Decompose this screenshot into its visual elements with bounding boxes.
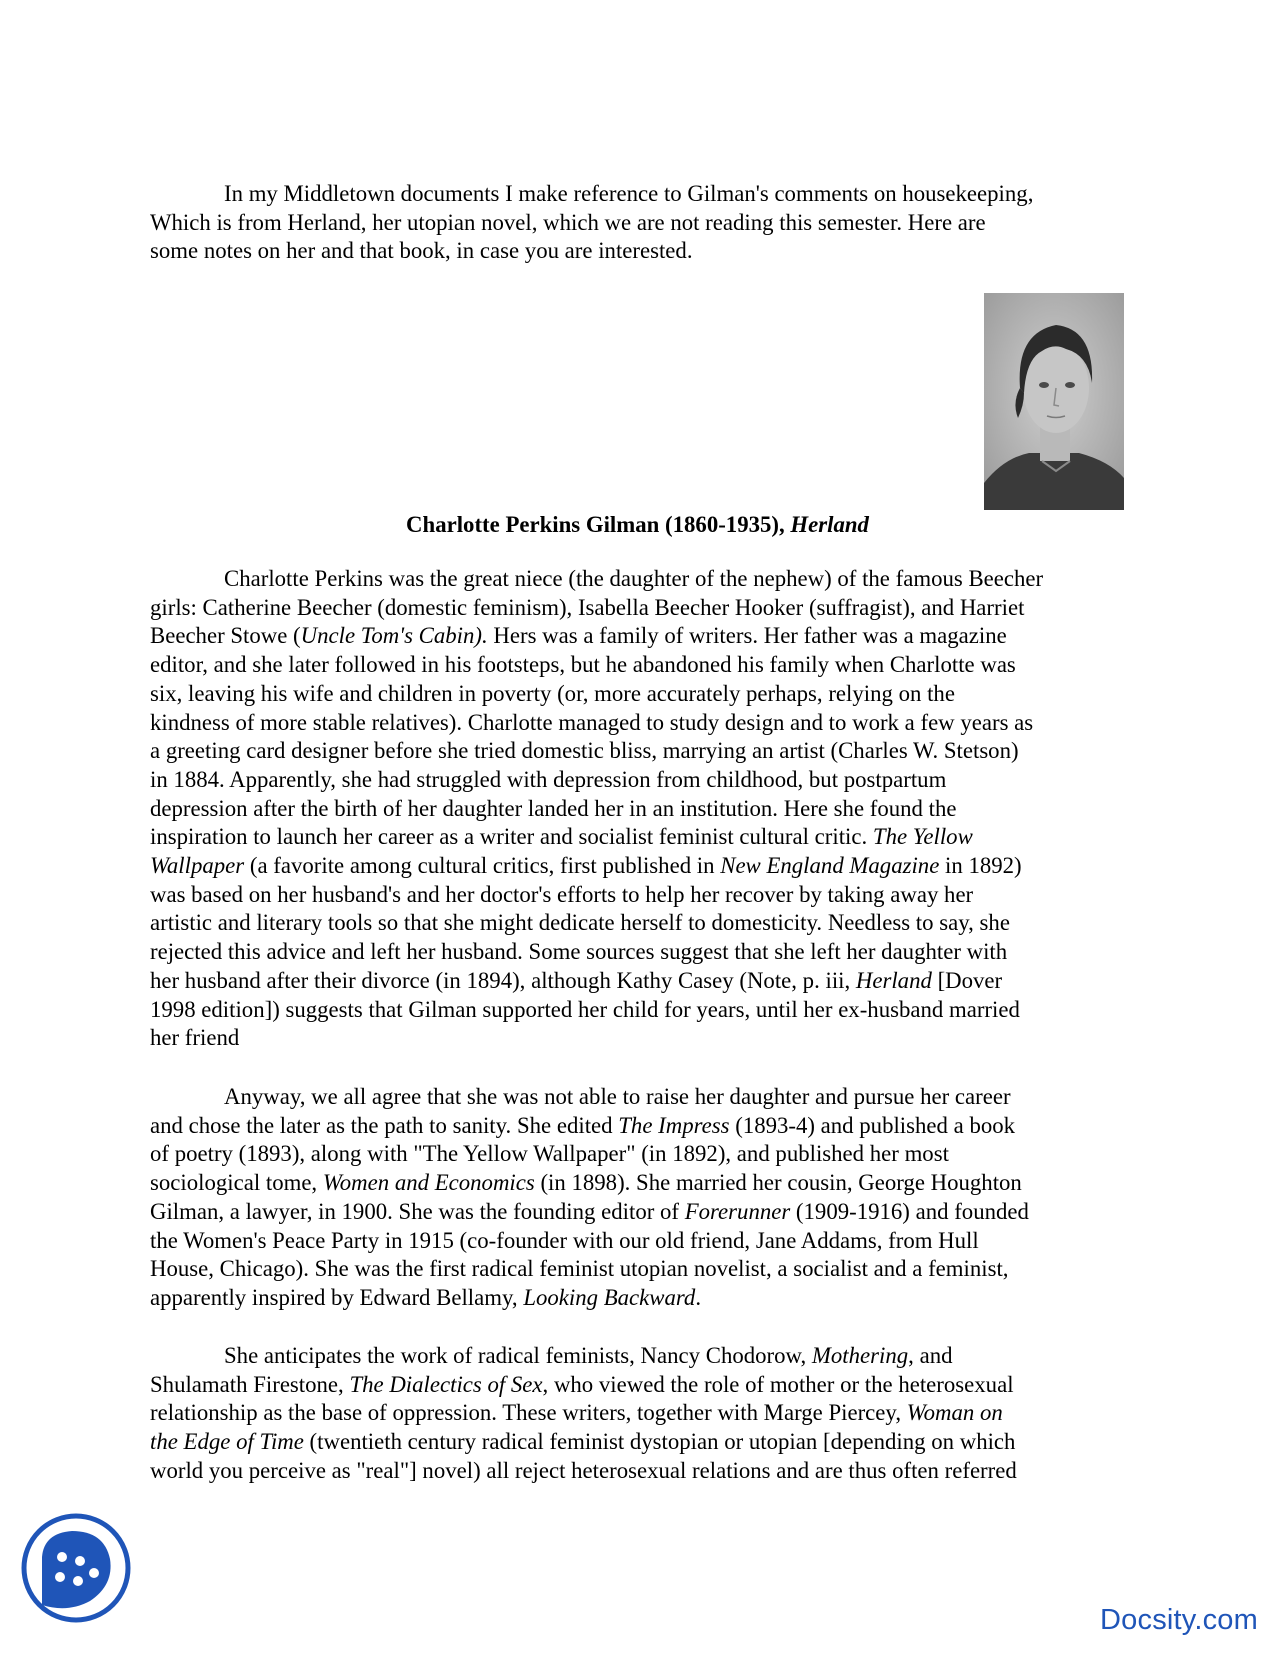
text-run: Gilman, a lawyer, in 1900. She was the founding editor of xyxy=(150,1198,685,1224)
paragraph-line: of poetry (1893), along with "The Yellow Wallpaper" (in 1892), and published her most xyxy=(150,1141,949,1167)
paragraph-line xyxy=(150,1284,1135,1313)
text-run: , who viewed the role of mother or the heterosexual xyxy=(542,1371,1014,1397)
paragraph-line: world you perceive as "real"] novel) all reject heterosexual relations and are thus often referred xyxy=(150,1457,1017,1483)
paragraph-line xyxy=(150,1371,1135,1400)
text-run: Hers was a family of writers. Her father was a magazine xyxy=(487,623,1007,649)
magazine-title: New England Magazine xyxy=(720,853,940,879)
biography-paragraph-1 xyxy=(150,565,1135,1053)
text-run: and chose the later as the path to sanity. She edited xyxy=(150,1112,619,1138)
paragraph-line xyxy=(150,1399,1135,1428)
paragraph-line: rejected this advice and left her husband. Some sources suggest that she left her daughter with xyxy=(150,939,1008,965)
section-heading xyxy=(150,511,1125,539)
portrait-photo xyxy=(984,293,1124,510)
text-run: Shulamath Firestone, xyxy=(150,1371,350,1397)
text-run: Beecher Stowe ( xyxy=(150,623,301,649)
text-run: . xyxy=(695,1284,702,1310)
book-title: Herland xyxy=(855,967,932,993)
text-run: [Dover xyxy=(931,967,1003,993)
book-title: Uncle Tom's Cabin). xyxy=(300,623,488,649)
book-title: Mothering xyxy=(811,1343,909,1368)
book-title: the Edge of Time xyxy=(150,1429,304,1455)
heading-title-italic: Herland xyxy=(790,512,869,537)
text-run: in 1892) xyxy=(939,853,1022,879)
intro-line: some notes on her and that book, in case you are interested. xyxy=(150,238,693,264)
paragraph-line: kindness of more stable relatives). Charlotte managed to study design and to work a few years as xyxy=(150,709,1034,735)
paragraph-line: House, Chicago). She was the first radical feminist utopian novelist, a socialist and a feminist, xyxy=(150,1256,1009,1282)
docsity-wordmark[interactable]: Docsity.com xyxy=(1100,1604,1258,1636)
book-title: Looking Backward xyxy=(523,1284,696,1310)
intro-line: In my Middletown documents I make reference to Gilman's comments on housekeeping, xyxy=(224,181,1034,206)
text-run: (1893-4) and published a book xyxy=(729,1112,1016,1138)
paragraph-line: depression after the birth of her daughter landed her in an institution. Here she found the xyxy=(150,795,957,821)
book-title: Forerunner xyxy=(684,1198,791,1224)
paragraph-line: in 1884. Apparently, she had struggled with depression from childhood, but postpartum xyxy=(150,766,947,792)
text-run: her husband after their divorce (in 1894), although Kathy Casey (Note, p. iii, xyxy=(150,967,856,993)
paragraph-line xyxy=(150,1342,1135,1371)
text-run: (a favorite among cultural critics, first published in xyxy=(244,853,721,879)
book-title: The Dialectics of Sex xyxy=(349,1371,543,1397)
intro-paragraph xyxy=(150,180,1135,266)
paragraph-line: was based on her husband's and her doctor's efforts to help her recover by taking away her xyxy=(150,881,974,907)
paragraph-line xyxy=(150,852,1135,881)
paragraph-line xyxy=(150,1198,1135,1227)
heading-title: Charlotte Perkins Gilman (1860-1935), xyxy=(406,512,791,537)
paragraph-line: artistic and literary tools so that she might dedicate herself to domesticity. Needless to say, she xyxy=(150,910,1010,936)
paragraph-line xyxy=(150,1169,1135,1198)
intro-line: Which is from Herland, her utopian novel, which we are not reading this semester. Here are xyxy=(150,209,986,235)
paragraph-line: a greeting card designer before she tried domestic bliss, marrying an artist (Charles W. Stetson) xyxy=(150,738,1019,764)
paragraph-line: 1998 edition]) suggests that Gilman supported her child for years, until her ex-husband married xyxy=(150,996,1020,1022)
text-run: relationship as the base of oppression. These writers, together with Marge Piercey, xyxy=(150,1400,907,1426)
book-title: The Impress xyxy=(618,1112,730,1138)
paragraph-line: editor, and she later followed in his footsteps, but he abandoned his family when Charlotte was xyxy=(150,652,1016,678)
book-title: The Yellow xyxy=(872,824,973,850)
paragraph-line: her friend xyxy=(150,1025,240,1051)
text-run: apparently inspired by Edward Bellamy, xyxy=(150,1284,524,1310)
paragraph-line: six, leaving his wife and children in poverty (or, more accurately perhaps, relying on the xyxy=(150,680,955,706)
paragraph-line xyxy=(150,823,1135,852)
paragraph-line xyxy=(150,967,1135,996)
paragraph-line xyxy=(150,622,1135,651)
text-run: inspiration to launch her career as a writer and socialist feminist cultural critic. xyxy=(150,824,873,850)
paragraph-line: Anyway, we all agree that she was not able to raise her daughter and pursue her career xyxy=(224,1084,1011,1109)
text-run: She anticipates the work of radical feminists, Nancy Chodorow, xyxy=(224,1343,812,1368)
paragraph-line xyxy=(150,1112,1135,1141)
text-run: sociological tome, xyxy=(150,1170,323,1196)
paragraph-line xyxy=(150,1428,1135,1457)
text-run: (1909-1916) and founded xyxy=(790,1198,1029,1224)
biography-paragraph-2 xyxy=(150,1083,1135,1313)
text-run: , and xyxy=(908,1343,953,1368)
paragraph-line: Charlotte Perkins was the great niece (the daughter of the nephew) of the famous Beecher xyxy=(224,566,1044,591)
book-title: Women and Economics xyxy=(322,1170,535,1196)
biography-paragraph-3 xyxy=(150,1342,1135,1486)
book-title: Wallpaper xyxy=(150,853,245,879)
text-run: (in 1898). She married her cousin, George Houghton xyxy=(534,1170,1022,1196)
text-run: (twentieth century radical feminist dystopian or utopian [depending on which xyxy=(303,1429,1016,1455)
paragraph-line: the Women's Peace Party in 1915 (co-founder with our old friend, Jane Addams, from Hull xyxy=(150,1227,979,1253)
docsity-logo-icon xyxy=(20,1509,132,1627)
paragraph-line: girls: Catherine Beecher (domestic feminism), Isabella Beecher Hooker (suffragist), and Harriet xyxy=(150,594,1025,620)
book-title: Woman on xyxy=(906,1400,1003,1426)
